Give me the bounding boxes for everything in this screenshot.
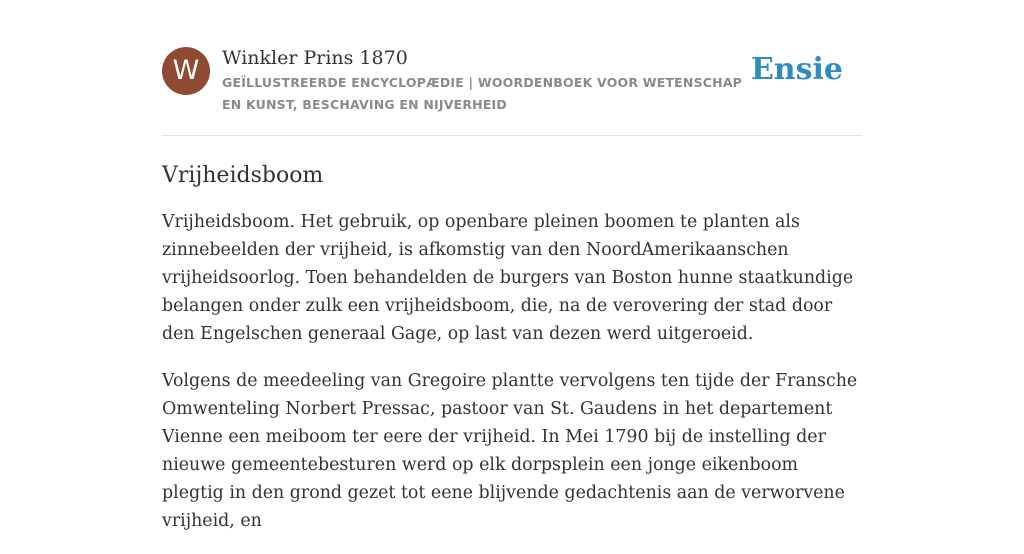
source-title[interactable]: Winkler Prins 1870 (222, 47, 408, 69)
source-info (222, 44, 762, 116)
article-paragraph-2: Volgens de meedeeling van Gregoire plantte vervolgens ten tijde der Fransche Omwenteling Norbert Pressac, pastoor van St. Gaudens in het departement Vienne een meiboom ter eere der vrijheid. In Mei 1790 bij de instelling der nieuwe gemeentebesturen werd op elk dorpsplein een jonge eikenboom plegtig in den grond gezet tot eene blijvende gedachtenis aan de verworvene vrijheid, en (162, 371, 858, 531)
article-body (162, 208, 862, 535)
article-title: Vrijheidsboom (162, 163, 324, 188)
source-header (162, 0, 862, 136)
source-subtitle: GEÏLLUSTREERDE ENCYCLOPÆDIE | WOORDENBOEK VOOR WETENSCHAP EN KUNST, BESCHAVING EN NIJVERHEID (222, 75, 743, 112)
content-container (162, 0, 862, 554)
source-avatar[interactable]: W (162, 47, 210, 95)
ensie-logo-link[interactable]: Ensie (750, 52, 843, 87)
article-paragraph-1: Vrijheidsboom. Het gebruik, op openbare pleinen boomen te planten als zinnebeelden der vrijheid, is afkomstig van den NoordAmerikaanschen vrijheidsoorlog. Toen behandelden de burgers van Boston hunne staatkundige belangen onder zulk een vrijheidsboom, die, na de verovering der stad door den Engelschen generaal Gage, op last van dezen werd uitgeroeid. (162, 212, 854, 344)
